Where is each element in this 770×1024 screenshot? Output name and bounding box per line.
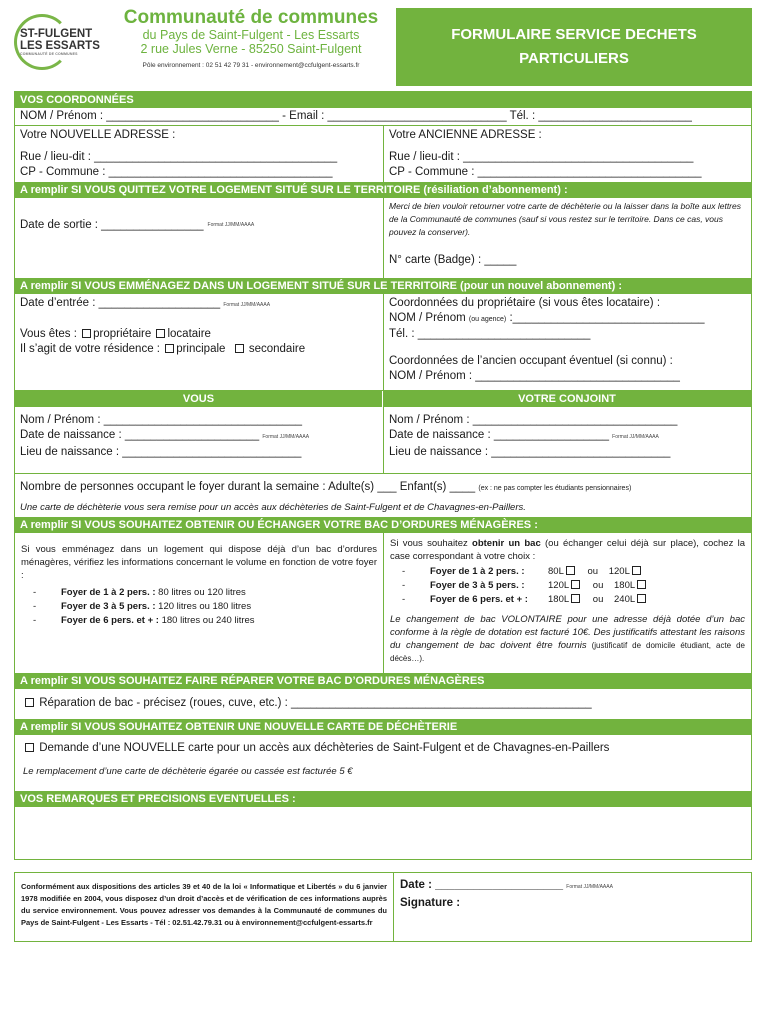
bin-choice-row [402, 593, 751, 607]
your-birthdate-field[interactable]: Date de naissance : _____________________ [20, 429, 260, 441]
your-birthplace-field[interactable]: Lieu de naissance : ____________________________ [20, 446, 302, 458]
old-commune-field[interactable]: CP - Commune : ___________________________________ [389, 166, 702, 178]
spouse-birthdate-format: Format JJ/MM/AAAA [612, 434, 659, 440]
bin-left-item-value: 80 litres ou 120 litres [155, 587, 246, 598]
bin-choice-a: 80L [548, 566, 564, 577]
primary-checkbox[interactable] [165, 344, 174, 353]
bin-choice-a: 180L [548, 594, 570, 605]
sign-date-format: Format JJ/MM/AAAA [566, 884, 613, 890]
address-row [15, 125, 751, 182]
owner-label: propriétaire [93, 328, 152, 340]
household-row [15, 473, 751, 517]
repair-row [15, 689, 751, 719]
bin-choice-label: Foyer de 3 à 5 pers. : [430, 580, 525, 591]
owner-checkbox[interactable] [82, 329, 91, 338]
bin-left-list [15, 586, 383, 628]
spouse-bar: VOTRE CONJOINT [383, 391, 751, 407]
persons-header-row [15, 390, 751, 407]
card-row [15, 735, 751, 791]
bin-row [15, 533, 751, 673]
tenant-checkbox[interactable] [156, 329, 165, 338]
name-email-tel-field[interactable]: NOM / Prénom : ___________________________ - Email : ____________________________ Tél. : ________________________ [20, 110, 692, 122]
logo-text [14, 28, 100, 57]
secondary-checkbox[interactable] [235, 344, 244, 353]
org-block [116, 8, 386, 88]
status-label: Vous êtes : [20, 328, 77, 340]
owner-name-field[interactable]: :______________________________ [506, 312, 705, 324]
bin-left-item [33, 600, 383, 614]
primary-label: principale [176, 343, 226, 355]
header [14, 8, 752, 88]
exit-date-format: Format JJ/MM/AAAA [207, 221, 255, 228]
new-card-checkbox[interactable] [25, 743, 34, 752]
movein-row [15, 294, 751, 390]
logo-line1: ST-FULGENT [20, 27, 93, 40]
bin-left-item [33, 614, 383, 628]
card-replacement-note: Le remplacement d’une carte de déchèterie égarée ou cassée est facturée 5 € [23, 766, 353, 777]
leave-note: Merci de bien vouloir retourner votre carte de déchèterie ou la laisser dans la boîte aux lettres de la Communauté de communes (sauf si vous restez sur le territoire. Dans ce cas, vous pouvez la conserver). [389, 201, 741, 237]
section-card-bar: A remplir SI VOUS SOUHAITEZ OBTENIR UNE NOUVELLE CARTE DE DÉCHÈTERIE [15, 719, 751, 735]
form-title: FORMULAIRE SERVICE DECHETS PARTICULIERS [396, 8, 752, 86]
or-label: ou [592, 594, 604, 605]
new-commune-field[interactable]: CP - Commune : ___________________________________ [20, 166, 333, 178]
owner-coords-label: Coordonnées du propriétaire (si vous êtes locataire) : [389, 297, 661, 309]
repair-checkbox[interactable] [25, 698, 34, 707]
exit-date-field[interactable]: Date de sortie : ________________ [20, 218, 204, 231]
entry-date-field[interactable]: Date d’entrée : ___________________ [20, 297, 221, 309]
or-label: ou [592, 580, 604, 591]
bin-left-item-value: 120 litres ou 180 litres [155, 601, 252, 612]
leave-row [15, 198, 751, 278]
bin-choice-b-checkbox[interactable] [637, 594, 646, 603]
bin-right-list [384, 565, 751, 607]
section-bin-bar: A remplir SI VOUS SOUHAITEZ OBTENIR OU ÉCHANGER VOTRE BAC D’ORDURES MÉNAGÈRES : [15, 517, 751, 533]
spouse-birthdate-field[interactable]: Date de naissance : __________________ [389, 429, 609, 441]
your-name-field[interactable]: Nom / Prénom : _______________________________ [20, 414, 302, 426]
your-birthdate-format: Format JJ/MM/AAAA [262, 434, 310, 440]
owner-name-note: (ou agence) [468, 316, 507, 323]
household-field[interactable]: Nombre de personnes occupant le foyer durant la semaine : Adulte(s) ___ Enfant(s) ____ [20, 481, 476, 493]
bin-right-intro: Si vous souhaitez [390, 538, 473, 549]
section-remarks-bar: VOS REMARQUES ET PRECISIONS EVENTUELLES : [15, 791, 751, 807]
bin-left-item-value: 180 litres ou 240 litres [158, 615, 255, 626]
former-occupant-label: Coordonnées de l’ancien occupant éventuel (si connu) : [389, 355, 673, 367]
bin-left-item-label: Foyer de 6 pers. et + : [61, 615, 159, 626]
section-leave-bar: A remplir SI VOUS QUITTEZ VOTRE LOGEMENT SITUÉ SUR LE TERRITOIRE (résiliation d’abonnement) : [15, 182, 751, 198]
org-name: Communauté de communes [123, 7, 379, 28]
bin-choice-b: 180L [614, 580, 636, 591]
old-address-label: Votre ANCIENNE ADRESSE : [389, 129, 542, 141]
repair-field[interactable]: Réparation de bac - précisez (roues, cuve, etc.) : _______________________________________________ [39, 697, 592, 709]
section-movein-bar: A remplir SI VOUS EMMÉNAGEZ DANS UN LOGEMENT SITUÉ SUR LE TERRITOIRE (pour un nouvel abonnement) : [15, 278, 751, 294]
persons-row [15, 407, 751, 473]
new-address-label: Votre NOUVELLE ADRESSE : [20, 129, 176, 141]
bin-right-intro-end: (ou échanger celui déjà sur place), cochez la case correspondant à votre choix : [390, 538, 745, 562]
bin-choice-a-checkbox[interactable] [566, 566, 575, 575]
remarks-field[interactable] [15, 807, 751, 859]
form-frame [14, 91, 752, 860]
org-address: 2 rue Jules Verne - 85250 Saint-Fulgent [140, 42, 362, 56]
signature-field[interactable]: Signature : [400, 897, 461, 909]
sign-date-field[interactable]: Date : ____________________ [400, 879, 564, 891]
form-page [14, 8, 752, 942]
bin-change-note-end: (justificatif de domicile étudiant, acte de décès…). [390, 641, 745, 663]
footer [14, 872, 752, 942]
bin-choice-label: Foyer de 6 pers. et + : [430, 594, 528, 605]
signature-block [393, 873, 751, 941]
bin-choice-row [402, 579, 751, 593]
spouse-birthplace-field[interactable]: Lieu de naissance : ____________________________ [389, 446, 671, 458]
card-note: Une carte de déchèterie vous sera remise pour un accès aux déchèteries de Saint-Fulgent et de Chavagnes-en-Paillers. [20, 502, 526, 513]
bin-left-text: Si vous emménagez dans un logement qui dispose déjà d’un bac d’ordures ménagères, vérifiez les informations concernant le volume en fonction de votre foyer : [21, 544, 377, 581]
bin-left-item-label: Foyer de 3 à 5 pers. : [61, 601, 156, 612]
bin-change-note: Le changement de bac VOLONTAIRE pour une adresse déjà dotée d’un bac conforme à la règle de dotation est facturé 10€. Des justificatifs attestant les raisons du changement de bac doivent être fournis [390, 614, 745, 651]
legal-notice: Conformément aux dispositions des articles 39 et 40 de la loi « Informatique et Libertés » du 6 janvier 1978 modifiée en 2004, vous disposez d’un droit d’accès et de vérification de ces informations auprès du service environnement. Vous pouvez adresser vos demandes à la Communauté de communes du Pays de Saint-Fulgent - Les Essarts - Tél : 02.51.42.79.31 ou à environnement@ccfulgent-essarts.fr [21, 882, 387, 927]
owner-name-label: NOM / Prénom [389, 312, 466, 324]
bin-choice-a: 120L [548, 580, 570, 591]
org-contact: Pôle environnement : 02 51 42 79 31 - environnement@ccfulgent-essarts.fr [142, 62, 360, 69]
new-card-label: Demande d’une NOUVELLE carte pour un accès aux déchèteries de Saint-Fulgent et de Chavagnes-en-Paillers [39, 742, 610, 754]
bin-choice-label: Foyer de 1 à 2 pers. : [430, 566, 525, 577]
logo-line2: LES ESSARTS [20, 39, 100, 52]
you-bar: VOUS [15, 391, 383, 407]
entry-date-format: Format JJ/MM/AAAA [223, 302, 271, 308]
owner-tel-field[interactable]: Tél. : ___________________________ [389, 328, 591, 340]
tenant-label: locataire [167, 328, 211, 340]
bin-left-item-label: Foyer de 1 à 2 pers. : [61, 587, 156, 598]
bin-choice-b-checkbox[interactable] [637, 580, 646, 589]
old-street-field[interactable]: Rue / lieu-dit : ____________________________________ [389, 151, 694, 163]
logo-sub: COMMUNAUTÉ DE COMMUNES [20, 51, 78, 56]
bin-left-item [33, 586, 383, 600]
household-note: (ex : ne pas compter les étudiants pensionnaires) [478, 485, 632, 492]
bin-choice-b: 120L [608, 566, 630, 577]
org-area: du Pays de Saint-Fulgent - Les Essarts [142, 28, 360, 42]
new-street-field[interactable]: Rue / lieu-dit : ______________________________________ [20, 151, 338, 163]
or-label: ou [587, 566, 599, 577]
bin-choice-b-checkbox[interactable] [632, 566, 641, 575]
secondary-label: secondaire [248, 343, 306, 355]
bin-right-intro-bold: obtenir un bac [472, 538, 541, 549]
badge-number-field[interactable]: N° carte (Badge) : _____ [389, 254, 517, 266]
spouse-name-field[interactable]: Nom / Prénom : ________________________________ [389, 414, 678, 426]
bin-choice-row [402, 565, 751, 579]
section-repair-bar: A remplir SI VOUS SOUHAITEZ FAIRE RÉPARER VOTRE BAC D’ORDURES MÉNAGÈRES [15, 673, 751, 689]
residence-label: Il s’agit de votre résidence : [20, 343, 160, 355]
section-coords-bar: VOS COORDONNÉES [15, 92, 751, 108]
former-name-field[interactable]: NOM / Prénom : ________________________________ [389, 370, 680, 382]
bin-choice-a-checkbox[interactable] [571, 580, 580, 589]
bin-choice-a-checkbox[interactable] [571, 594, 580, 603]
bin-choice-b: 240L [614, 594, 636, 605]
logo [14, 18, 110, 66]
